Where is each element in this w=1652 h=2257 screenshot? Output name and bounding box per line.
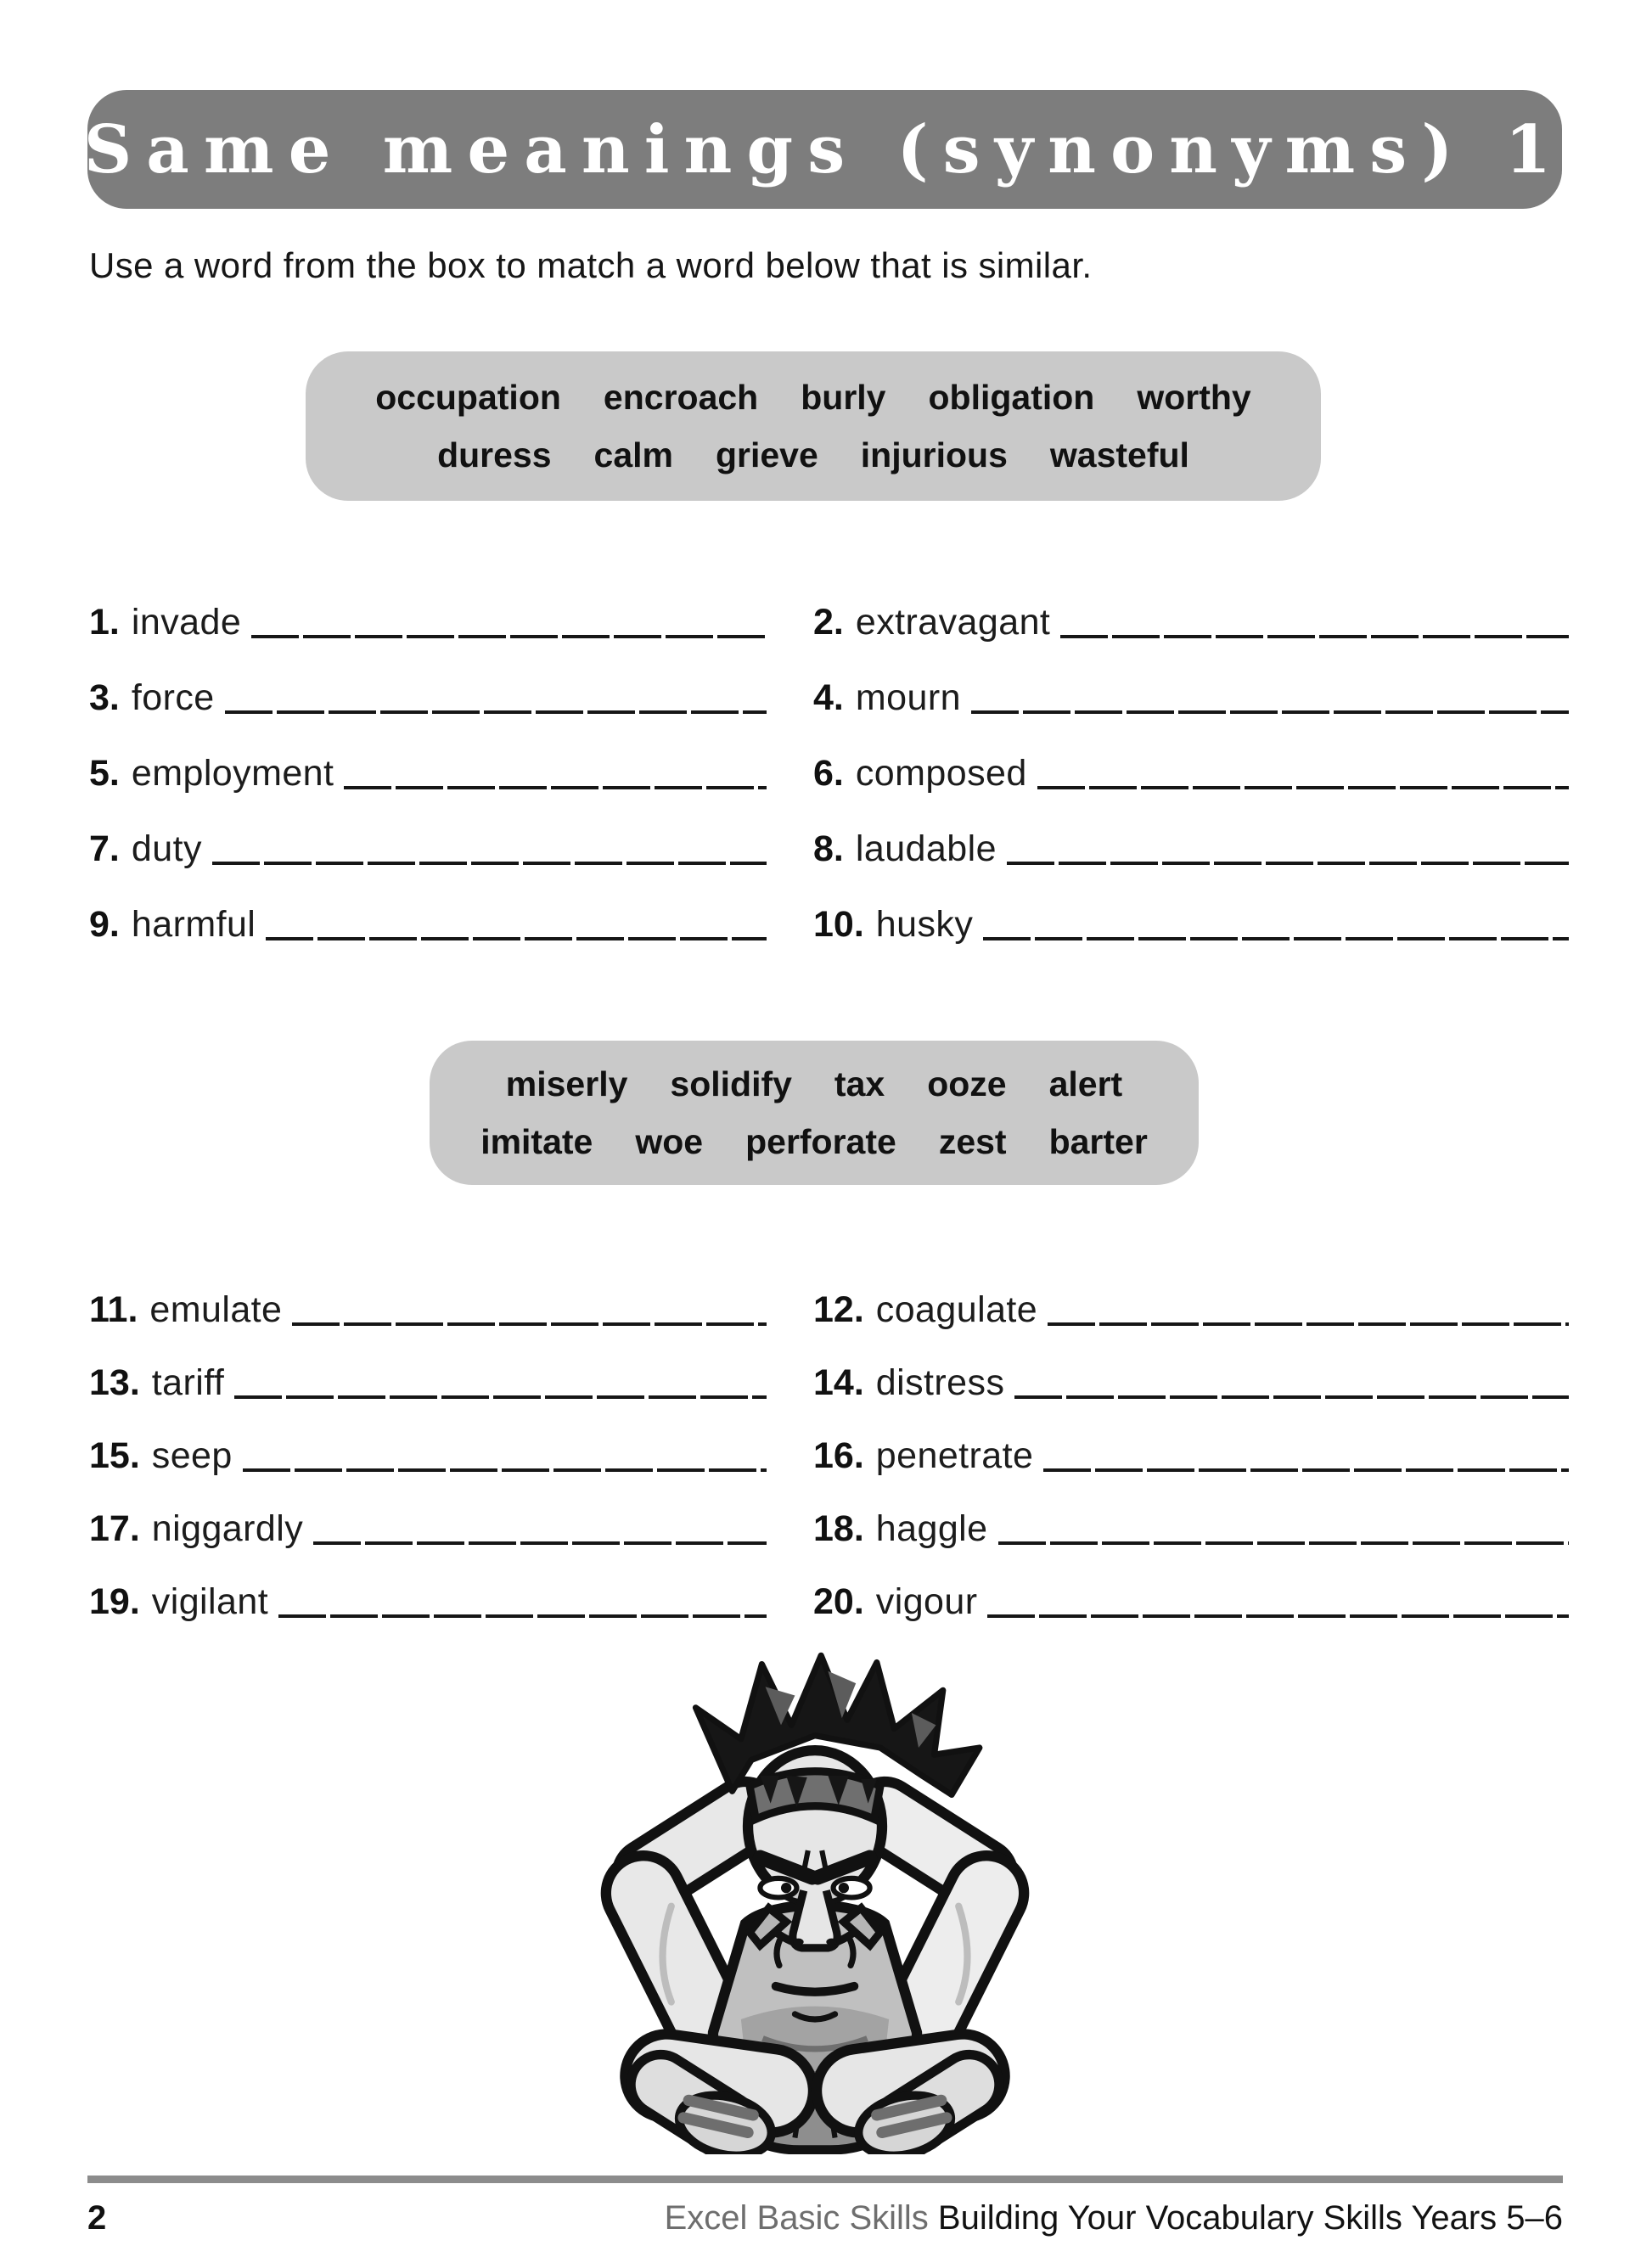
strongman-illustration [565, 1645, 1065, 2154]
item-word: seep [151, 1435, 233, 1476]
word-bank-row [306, 379, 1321, 416]
exercise-item [89, 603, 768, 642]
answer-blank[interactable] [212, 855, 767, 865]
footer-series: Excel Basic Skills [664, 2199, 929, 2237]
word-bank-word: solidify [670, 1064, 792, 1103]
word-bank-row [430, 1065, 1199, 1103]
exercise-item [813, 603, 1571, 642]
item-number: 15. [89, 1435, 140, 1476]
page-footer [87, 2198, 1563, 2238]
item-word: penetrate [875, 1435, 1034, 1476]
item-word: duty [131, 828, 202, 869]
exercise-item [813, 678, 1571, 717]
item-word: tariff [151, 1362, 225, 1403]
word-bank-word: perforate [745, 1122, 896, 1161]
item-word: coagulate [875, 1289, 1038, 1330]
item-number: 1. [89, 602, 120, 643]
instruction-text: Use a word from the box to match a word below that is similar. [89, 245, 1093, 285]
exercise-item [89, 678, 768, 717]
item-number: 13. [89, 1362, 140, 1403]
word-bank-word: miserly [505, 1064, 628, 1103]
word-bank-word: wasteful [1049, 435, 1189, 474]
word-bank-word: ooze [927, 1064, 1007, 1103]
exercise-item [89, 905, 768, 944]
item-word: extravagant [855, 602, 1051, 643]
word-bank-word: barter [1048, 1122, 1148, 1161]
item-word: force [131, 677, 215, 718]
answer-blank[interactable] [234, 1389, 767, 1399]
word-bank-word: burly [801, 378, 886, 417]
word-bank-word: grieve [715, 435, 818, 474]
item-word: distress [875, 1362, 1005, 1403]
exercise-item [813, 1363, 1571, 1402]
answer-blank[interactable] [1043, 1462, 1569, 1472]
item-word: husky [875, 904, 974, 945]
answer-blank[interactable] [225, 704, 767, 714]
answer-blank[interactable] [983, 930, 1569, 940]
item-number: 16. [813, 1435, 864, 1476]
exercise-item [813, 829, 1571, 868]
answer-blank[interactable] [251, 628, 767, 638]
item-number: 4. [813, 677, 844, 718]
answer-blank[interactable] [278, 1608, 767, 1618]
answer-blank[interactable] [292, 1316, 767, 1326]
item-number: 14. [813, 1362, 864, 1403]
item-number: 9. [89, 904, 120, 945]
word-bank-word: injurious [860, 435, 1008, 474]
exercise-items-1-10 [89, 603, 1571, 944]
word-bank-row [430, 1123, 1199, 1160]
exercise-item [813, 754, 1571, 793]
item-word: employment [131, 753, 334, 794]
item-number: 8. [813, 828, 844, 869]
footer-rule [87, 2176, 1563, 2183]
word-bank-word: worthy [1137, 378, 1251, 417]
exercise-item [89, 1436, 768, 1475]
word-bank-word: obligation [928, 378, 1095, 417]
strongman-svg [565, 1645, 1065, 2154]
item-word: vigour [875, 1581, 978, 1622]
item-number: 19. [89, 1581, 140, 1622]
word-bank-word: duress [437, 435, 552, 474]
item-number: 3. [89, 677, 120, 718]
item-word: mourn [855, 677, 961, 718]
item-number: 6. [813, 753, 844, 794]
item-word: haggle [875, 1508, 988, 1549]
answer-blank[interactable] [344, 779, 767, 789]
exercise-item [89, 1363, 768, 1402]
word-bank-word: encroach [603, 378, 759, 417]
page-title: Same meanings (synonyms) 1 [83, 110, 1566, 188]
word-bank-word: imitate [480, 1122, 593, 1161]
item-number: 2. [813, 602, 844, 643]
item-number: 17. [89, 1508, 140, 1549]
item-number: 11. [89, 1289, 138, 1330]
answer-blank[interactable] [987, 1608, 1569, 1618]
exercise-item [89, 1290, 768, 1329]
item-word: emulate [149, 1289, 283, 1330]
exercise-item [813, 1436, 1571, 1475]
exercise-item [89, 829, 768, 868]
item-word: niggardly [151, 1508, 304, 1549]
exercise-item [813, 1509, 1571, 1548]
exercise-item [813, 1290, 1571, 1329]
answer-blank[interactable] [971, 704, 1569, 714]
item-word: harmful [131, 904, 256, 945]
item-number: 7. [89, 828, 120, 869]
word-bank-row [306, 436, 1321, 474]
word-box-2 [430, 1041, 1199, 1185]
word-box-1 [306, 351, 1321, 501]
answer-blank[interactable] [1007, 855, 1569, 865]
exercise-item [813, 1582, 1571, 1621]
item-word: invade [131, 602, 242, 643]
exercise-item [89, 754, 768, 793]
answer-blank[interactable] [243, 1462, 767, 1472]
exercise-item [89, 1582, 768, 1621]
exercise-item [89, 1509, 768, 1548]
answer-blank[interactable] [266, 930, 767, 940]
item-word: composed [855, 753, 1027, 794]
answer-blank[interactable] [1014, 1389, 1569, 1399]
item-number: 20. [813, 1581, 864, 1622]
item-word: vigilant [151, 1581, 269, 1622]
exercise-item [813, 905, 1571, 944]
word-bank-word: woe [635, 1122, 704, 1161]
word-bank-word: alert [1048, 1064, 1123, 1103]
answer-blank[interactable] [313, 1535, 767, 1545]
word-bank-word: zest [938, 1122, 1007, 1161]
exercise-items-11-20 [89, 1290, 1571, 1621]
item-number: 12. [813, 1289, 864, 1330]
word-bank-word: calm [593, 435, 673, 474]
footer-book-title: Building Your Vocabulary Skills Years 5–6 [937, 2199, 1563, 2237]
word-bank-word: occupation [375, 378, 561, 417]
answer-blank[interactable] [1037, 779, 1569, 789]
page-number: 2 [87, 2199, 107, 2237]
item-number: 5. [89, 753, 120, 794]
answer-blank[interactable] [998, 1535, 1570, 1545]
item-number: 18. [813, 1508, 864, 1549]
item-number: 10. [813, 904, 864, 945]
word-bank-word: tax [834, 1064, 885, 1103]
footer-credit [665, 2198, 1563, 2238]
item-word: laudable [855, 828, 997, 869]
title-banner [83, 90, 1566, 209]
answer-blank[interactable] [1048, 1316, 1569, 1326]
answer-blank[interactable] [1060, 628, 1569, 638]
